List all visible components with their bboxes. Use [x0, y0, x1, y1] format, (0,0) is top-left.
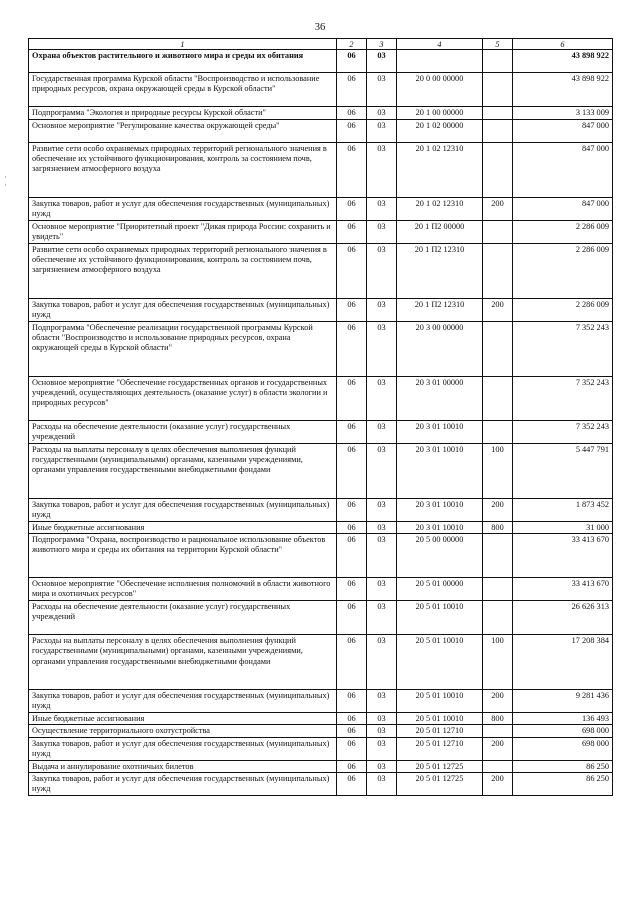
table-row: [29, 322, 613, 377]
row-target-article: 20 1 П2 12310: [397, 299, 483, 322]
row-expense-type: [483, 578, 513, 601]
row-amount: 17 208 384: [513, 635, 613, 690]
table-row: [29, 299, 613, 322]
row-target-article: 20 3 01 10010: [397, 444, 483, 499]
budget-table: [28, 38, 613, 796]
row-expense-type: [483, 143, 513, 198]
row-subsection: 03: [367, 50, 397, 73]
row-section: 06: [337, 725, 367, 737]
table-row: [29, 198, 613, 221]
row-subsection: 03: [367, 534, 397, 578]
row-expense-type: [483, 534, 513, 578]
row-target-article: 20 5 00 00000: [397, 534, 483, 578]
row-amount: 7 352 243: [513, 421, 613, 444]
row-subsection: 03: [367, 578, 397, 601]
row-name: Закупка товаров, работ и услуг для обеспечения государственных (муниципальных) нужд: [29, 737, 337, 760]
row-expense-type: [483, 322, 513, 377]
row-expense-type: [483, 725, 513, 737]
row-subsection: 03: [367, 499, 397, 522]
row-subsection: 03: [367, 73, 397, 107]
row-subsection: 03: [367, 522, 397, 534]
row-expense-type: 200: [483, 499, 513, 522]
row-section: 06: [337, 107, 367, 120]
table-row: [29, 534, 613, 578]
row-amount: 698 000: [513, 725, 613, 737]
row-expense-type: 100: [483, 635, 513, 690]
row-amount: 847 000: [513, 120, 613, 143]
row-name: Иные бюджетные ассигнования: [29, 522, 337, 534]
row-section: 06: [337, 578, 367, 601]
header-cell-6: 6: [513, 39, 613, 50]
row-subsection: 03: [367, 244, 397, 299]
row-target-article: 20 3 01 10010: [397, 522, 483, 534]
table-row: [29, 377, 613, 421]
row-expense-type: [483, 760, 513, 772]
row-expense-type: 200: [483, 690, 513, 713]
row-expense-type: [483, 120, 513, 143]
row-subsection: 03: [367, 421, 397, 444]
row-target-article: 20 5 01 10010: [397, 601, 483, 635]
row-amount: 31 000: [513, 522, 613, 534]
row-section: 06: [337, 143, 367, 198]
row-target-article: 20 5 01 12725: [397, 772, 483, 795]
row-target-article: 20 5 01 10010: [397, 713, 483, 725]
row-expense-type: [483, 421, 513, 444]
row-section: 06: [337, 444, 367, 499]
row-target-article: 20 3 00 00000: [397, 322, 483, 377]
row-expense-type: [483, 50, 513, 73]
row-name: Закупка товаров, работ и услуг для обеспечения государственных (муниципальных) нужд: [29, 690, 337, 713]
row-name: Расходы на выплаты персоналу в целях обеспечения выполнения функций государственными (муниципальными) органами, казенными учреждениями, органами управления государственными внебюджетными фондами: [29, 444, 337, 499]
row-target-article: 20 0 00 00000: [397, 73, 483, 107]
row-subsection: 03: [367, 221, 397, 244]
row-amount: 698 000: [513, 737, 613, 760]
row-name: Развитие сети особо охраняемых природных территорий регионального значения в обеспечение их устойчивого функционирования, контроль за состоянием почв, загрязнением атмосферного воздуха: [29, 143, 337, 198]
row-section: 06: [337, 421, 367, 444]
row-name: Расходы на обеспечение деятельности (оказание услуг) государственных учреждений: [29, 421, 337, 444]
row-amount: 43 898 922: [513, 73, 613, 107]
row-target-article: 20 3 01 00000: [397, 377, 483, 421]
table-row: [29, 120, 613, 143]
table-row: [29, 760, 613, 772]
row-name: Основное мероприятие "Регулирование качества окружающей среды": [29, 120, 337, 143]
row-expense-type: 200: [483, 737, 513, 760]
table-row: [29, 499, 613, 522]
row-subsection: 03: [367, 377, 397, 421]
header-cell-2: 2: [337, 39, 367, 50]
row-name: Закупка товаров, работ и услуг для обеспечения государственных (муниципальных) нужд: [29, 299, 337, 322]
row-amount: 33 413 670: [513, 534, 613, 578]
margin-mark: ·: [4, 172, 7, 182]
row-name: Развитие сети особо охраняемых природных территорий регионального значения в обеспечение их устойчивого функционирования, контроль за состоянием почв, загрязнением атмосферного воздуха: [29, 244, 337, 299]
margin-mark: ·: [4, 180, 7, 190]
table-row: [29, 522, 613, 534]
row-name: Основное мероприятие "Обеспечение исполнения полномочий в области животного мира и охотничьих ресурсов": [29, 578, 337, 601]
row-expense-type: [483, 73, 513, 107]
row-expense-type: [483, 107, 513, 120]
row-amount: 33 413 670: [513, 578, 613, 601]
row-name: Закупка товаров, работ и услуг для обеспечения государственных (муниципальных) нужд: [29, 499, 337, 522]
row-amount: 2 286 009: [513, 299, 613, 322]
row-section: 06: [337, 635, 367, 690]
table-row: [29, 772, 613, 795]
row-section: 06: [337, 221, 367, 244]
row-name: Подпрограмма "Обеспечение реализации государственной программы Курской области "Воспроизводство и использование природных ресурсов, охрана окружающей среды в Курской области": [29, 322, 337, 377]
row-expense-type: 200: [483, 198, 513, 221]
table-row: [29, 725, 613, 737]
row-target-article: 20 3 01 10010: [397, 421, 483, 444]
header-cell-4: 4: [397, 39, 483, 50]
table-row: [29, 635, 613, 690]
row-section: 06: [337, 690, 367, 713]
row-target-article: 20 5 01 12710: [397, 737, 483, 760]
row-amount: 9 281 436: [513, 690, 613, 713]
row-expense-type: 800: [483, 522, 513, 534]
row-name: Подпрограмма "Охрана, воспроизводство и рациональное использование объектов животного мира и среды их обитания на территории Курской области": [29, 534, 337, 578]
row-subsection: 03: [367, 690, 397, 713]
row-name: Охрана объектов растительного и животного мира и среды их обитания: [29, 50, 337, 73]
row-section: 06: [337, 760, 367, 772]
row-subsection: 03: [367, 107, 397, 120]
table-row: [29, 737, 613, 760]
table-row: [29, 50, 613, 73]
header-row: [29, 39, 613, 50]
row-subsection: 03: [367, 322, 397, 377]
row-target-article: 20 1 02 12310: [397, 143, 483, 198]
row-amount: 2 286 009: [513, 244, 613, 299]
row-amount: 847 000: [513, 143, 613, 198]
row-section: 06: [337, 299, 367, 322]
row-subsection: 03: [367, 601, 397, 635]
row-target-article: 20 5 01 12710: [397, 725, 483, 737]
row-amount: 7 352 243: [513, 377, 613, 421]
table-row: [29, 107, 613, 120]
row-target-article: [397, 50, 483, 73]
row-subsection: 03: [367, 772, 397, 795]
row-name: Иные бюджетные ассигнования: [29, 713, 337, 725]
row-name: Государственная программа Курской области "Воспроизводство и использование природных ресурсов, охрана окружающей среды в Курской области": [29, 73, 337, 107]
page-number: 36: [314, 22, 326, 33]
header-cell-3: 3: [367, 39, 397, 50]
table-row: [29, 601, 613, 635]
row-expense-type: 800: [483, 713, 513, 725]
row-amount: 1 873 452: [513, 499, 613, 522]
table-row: [29, 421, 613, 444]
header-cell-5: 5: [483, 39, 513, 50]
row-subsection: 03: [367, 299, 397, 322]
row-name: Подпрограмма "Экология и природные ресурсы Курской области": [29, 107, 337, 120]
row-section: 06: [337, 244, 367, 299]
row-subsection: 03: [367, 725, 397, 737]
row-amount: 86 250: [513, 760, 613, 772]
row-name: Закупка товаров, работ и услуг для обеспечения государственных (муниципальных) нужд: [29, 198, 337, 221]
row-target-article: 20 1 00 00000: [397, 107, 483, 120]
row-expense-type: [483, 601, 513, 635]
row-section: 06: [337, 737, 367, 760]
row-section: 06: [337, 377, 367, 421]
row-amount: 7 352 243: [513, 322, 613, 377]
row-target-article: 20 1 П2 12310: [397, 244, 483, 299]
row-target-article: 20 1 02 00000: [397, 120, 483, 143]
row-section: 06: [337, 120, 367, 143]
row-target-article: 20 1 02 12310: [397, 198, 483, 221]
row-target-article: 20 3 01 10010: [397, 499, 483, 522]
row-expense-type: [483, 244, 513, 299]
row-section: 06: [337, 713, 367, 725]
row-amount: 86 250: [513, 772, 613, 795]
row-amount: 43 898 922: [513, 50, 613, 73]
table-row: [29, 713, 613, 725]
row-subsection: 03: [367, 760, 397, 772]
row-section: 06: [337, 772, 367, 795]
row-amount: 26 626 313: [513, 601, 613, 635]
row-subsection: 03: [367, 737, 397, 760]
row-name: Основное мероприятие "Приоритетный проект "Дикая природа России: сохранить и увидеть": [29, 221, 337, 244]
header-cell-1: 1: [29, 39, 337, 50]
row-subsection: 03: [367, 120, 397, 143]
row-section: 06: [337, 499, 367, 522]
row-name: Расходы на выплаты персоналу в целях обеспечения выполнения функций государственными (муниципальными) органами, казенными учреждениями, органами управления государственными внебюджетными фондами: [29, 635, 337, 690]
table-row: [29, 690, 613, 713]
row-target-article: 20 5 01 10010: [397, 690, 483, 713]
row-amount: 847 000: [513, 198, 613, 221]
row-subsection: 03: [367, 143, 397, 198]
row-expense-type: 100: [483, 444, 513, 499]
row-target-article: 20 1 П2 00000: [397, 221, 483, 244]
row-section: 06: [337, 522, 367, 534]
table-row: [29, 143, 613, 198]
row-expense-type: 200: [483, 772, 513, 795]
row-subsection: 03: [367, 635, 397, 690]
row-target-article: 20 5 01 10010: [397, 635, 483, 690]
row-name: Выдача и аннулирование охотничьих билетов: [29, 760, 337, 772]
row-name: Закупка товаров, работ и услуг для обеспечения государственных (муниципальных) нужд: [29, 772, 337, 795]
row-target-article: 20 5 01 00000: [397, 578, 483, 601]
row-target-article: 20 5 01 12725: [397, 760, 483, 772]
row-expense-type: 200: [483, 299, 513, 322]
table-row: [29, 73, 613, 107]
row-section: 06: [337, 601, 367, 635]
row-name: Основное мероприятие "Обеспечение государственных органов и государственных учреждений, осуществляющих деятельность (оказание услуг) в области экологии и природных ресурсов": [29, 377, 337, 421]
row-section: 06: [337, 50, 367, 73]
row-amount: 136 493: [513, 713, 613, 725]
table-row: [29, 444, 613, 499]
row-section: 06: [337, 198, 367, 221]
row-amount: 5 447 791: [513, 444, 613, 499]
table-row: [29, 221, 613, 244]
row-section: 06: [337, 322, 367, 377]
table-row: [29, 244, 613, 299]
row-name: Расходы на обеспечение деятельности (оказание услуг) государственных учреждений: [29, 601, 337, 635]
row-amount: 3 133 009: [513, 107, 613, 120]
row-section: 06: [337, 534, 367, 578]
row-subsection: 03: [367, 713, 397, 725]
row-amount: 2 286 009: [513, 221, 613, 244]
row-expense-type: [483, 221, 513, 244]
row-name: Осуществление территориального охотустройства: [29, 725, 337, 737]
row-section: 06: [337, 73, 367, 107]
row-expense-type: [483, 377, 513, 421]
row-subsection: 03: [367, 198, 397, 221]
table-row: [29, 578, 613, 601]
row-subsection: 03: [367, 444, 397, 499]
